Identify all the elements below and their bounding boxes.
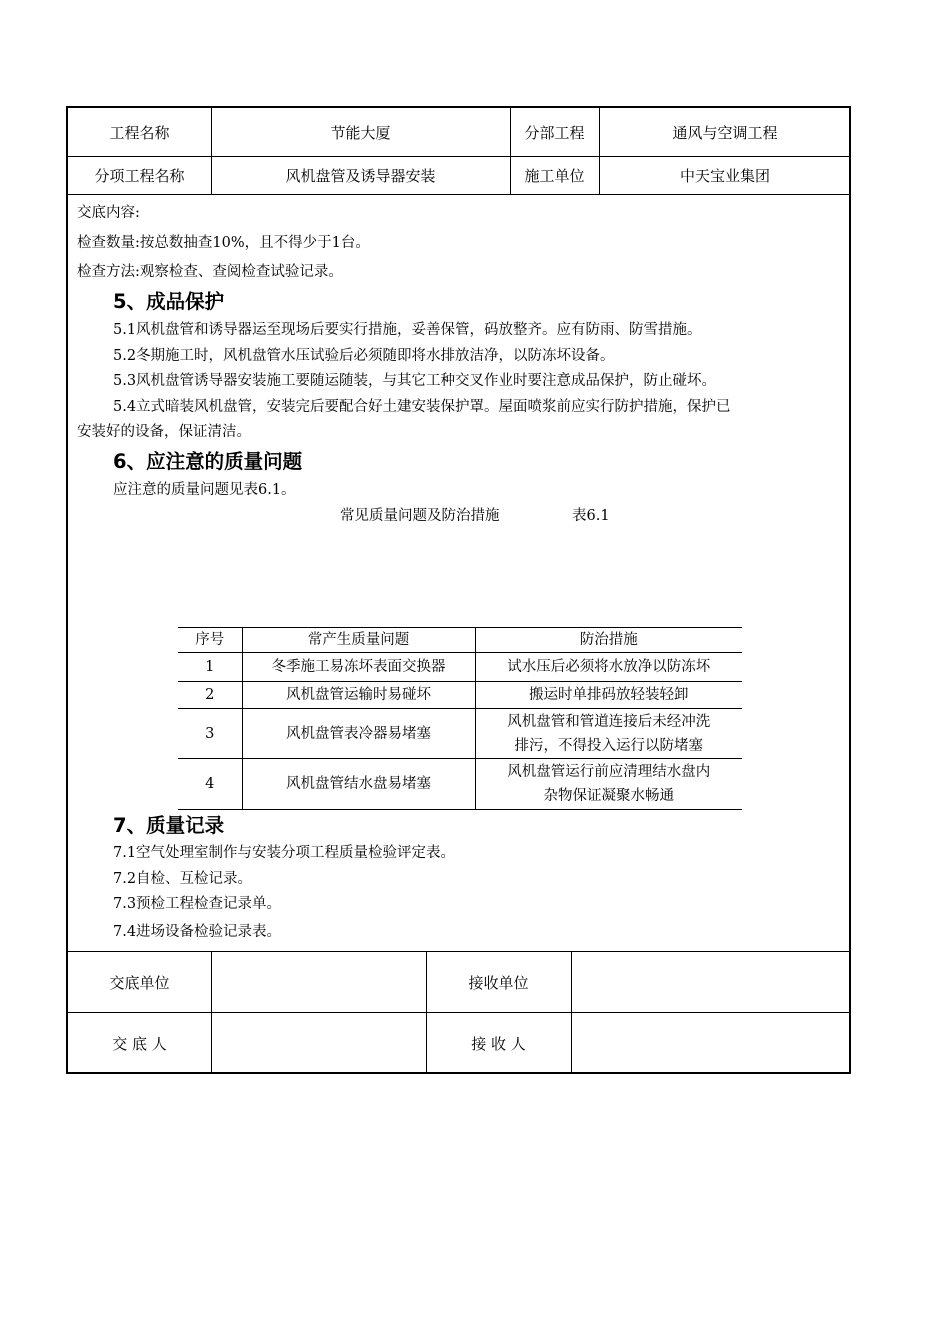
section-5-item-4: 5.4立式暗装风机盘管，安装完后要配合好土建安装保护罩。屋面喷浆前应实行防护措施，保护已 [113, 399, 731, 415]
header-row-2 [68, 157, 849, 195]
division-value: 通风与空调工程 [672, 123, 778, 142]
project-name-value: 节能大厦 [330, 123, 391, 142]
receiving-unit-label: 接收单位 [468, 973, 529, 992]
row-measure [475, 759, 742, 810]
row-measure [475, 682, 742, 709]
receiver-label: 接 收 人 [471, 1035, 526, 1053]
section-7-item-3: 7.3预检工程检查记录单。 [113, 896, 282, 912]
handover-form [66, 106, 851, 1074]
section-5-item-4-cont: 安装好的设备，保证清洁。 [77, 424, 251, 440]
section-5-item-2: 5.2冬期施工时，风机盘管水压试验后必须随即将水排放洁净，以防冻坏设备。 [113, 348, 615, 364]
section-6-title: 6、应注意的质量问题 [113, 450, 303, 473]
row-no: 3 [205, 725, 215, 742]
row-measure-line-1: 搬运时单排码放轻装轻卸 [529, 687, 689, 703]
footer-row-1 [68, 951, 849, 1013]
section-7-item-4: 7.4进场设备检验记录表。 [113, 924, 282, 940]
contractor-value: 中天宝业集团 [679, 167, 770, 185]
col-header-problem: 常产生质量问题 [242, 628, 475, 653]
row-measure-line-1: 风机盘管和管道连接后未经冲洗 [507, 713, 711, 730]
division-label: 分部工程 [524, 123, 585, 142]
quality-issues-table [178, 627, 742, 810]
row-measure-line-2: 排污，不得投入运行以防堵塞 [514, 737, 703, 754]
row-measure [475, 653, 742, 682]
row-problem: 风机盘管运输时易碰坏 [242, 682, 475, 709]
col-header-measure: 防治措施 [475, 628, 742, 653]
subitem-name-value: 风机盘管及诱导器安装 [285, 167, 436, 185]
row-measure-line-2: 杂物保证凝聚水畅通 [543, 788, 674, 804]
handover-unit-label: 交底单位 [109, 973, 170, 992]
receiving-unit-value[interactable] [571, 952, 851, 1012]
footer-row-2 [68, 1013, 849, 1074]
check-method: 检查方法:观察检查、查阅检查试验记录。 [77, 264, 343, 280]
section-6-intro: 应注意的质量问题见表6.1。 [113, 482, 296, 498]
row-problem: 冬季施工易冻坏表面交换器 [242, 653, 475, 682]
col-header-no: 序号 [195, 632, 225, 648]
receiver-value[interactable] [571, 1013, 851, 1074]
table-row [178, 759, 742, 810]
content-intro: 交底内容: [77, 205, 140, 221]
section-5-item-1: 5.1风机盘管和诱导器运至现场后要实行措施，妥善保管，码放整齐。应有防雨、防雪措施。 [113, 322, 702, 338]
handover-person-label: 交 底 人 [112, 1035, 167, 1053]
table-caption: 常见质量问题及防治措施 [340, 508, 500, 524]
table-number: 表6.1 [572, 508, 610, 524]
row-measure-line-1: 试水压后必须将水放净以防冻坏 [507, 659, 711, 675]
contractor-label: 施工单位 [524, 167, 585, 185]
table-row [178, 682, 742, 709]
header-row-1 [68, 108, 849, 157]
row-no: 4 [205, 776, 215, 792]
row-problem: 风机盘管表冷器易堵塞 [242, 709, 475, 759]
section-5-item-3: 5.3风机盘管诱导器安装施工要随运随装，与其它工种交叉作业时要注意成品保护，防止碰坏。 [113, 373, 717, 389]
table-header-row [178, 628, 742, 653]
handover-unit-value[interactable] [211, 952, 426, 1012]
row-no: 1 [205, 659, 215, 675]
row-measure [475, 709, 742, 759]
project-name-label: 工程名称 [109, 123, 170, 142]
row-problem: 风机盘管结水盘易堵塞 [242, 759, 475, 810]
check-quantity: 检查数量:按总数抽查10%，且不得少于1台。 [77, 235, 370, 251]
handover-content [68, 202, 849, 952]
section-7-title: 7、质量记录 [113, 814, 225, 837]
section-5-title: 5、成品保护 [113, 290, 225, 313]
row-no: 2 [205, 687, 215, 703]
row-measure-line-1: 风机盘管运行前应清理结水盘内 [507, 764, 711, 780]
section-7-item-2: 7.2自检、互检记录。 [113, 871, 253, 887]
table-row [178, 709, 742, 759]
handover-person-value[interactable] [211, 1013, 426, 1074]
table-row [178, 653, 742, 682]
subitem-name-label: 分项工程名称 [94, 167, 185, 185]
section-7-item-1: 7.1空气处理室制作与安装分项工程质量检验评定表。 [113, 845, 456, 861]
